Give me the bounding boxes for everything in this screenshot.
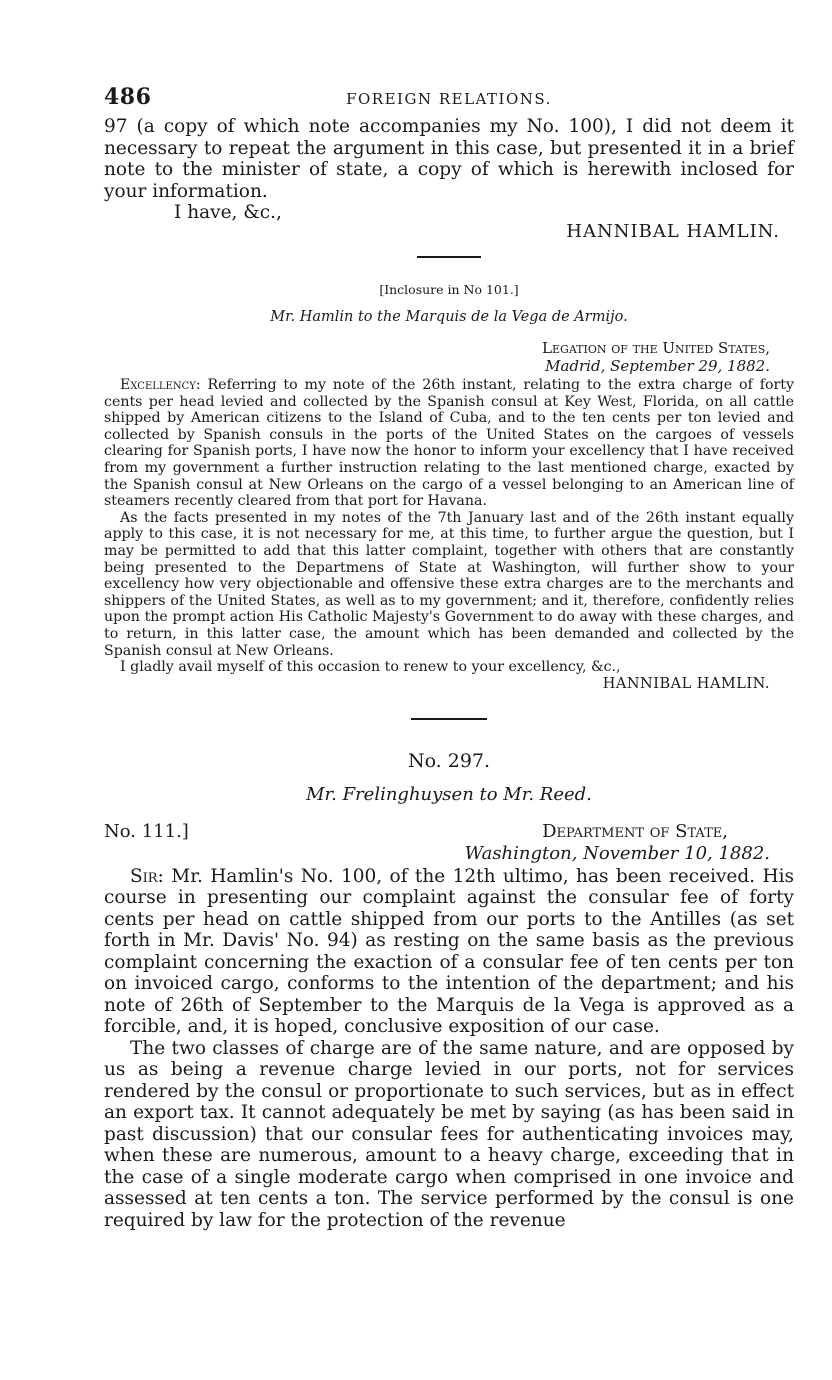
letter-place: Legation of the United States, bbox=[542, 339, 770, 357]
letter-date: Madrid, September 29, 1882. bbox=[545, 357, 770, 375]
section-rule bbox=[411, 718, 487, 720]
signature: HANNIBAL HAMLIN. bbox=[566, 221, 780, 242]
letter-paragraph-3: I gladly avail myself of this occasion to renew to your excellency, &c., bbox=[120, 659, 621, 676]
document-department: Department of State, bbox=[542, 820, 728, 842]
salutation: Excellency: bbox=[120, 377, 201, 393]
document-title: Mr. Frelinghuysen to Mr. Reed. bbox=[306, 783, 592, 805]
running-head: FOREIGN RELATIONS. bbox=[346, 90, 552, 108]
document-reference-row bbox=[104, 821, 794, 843]
letter-paragraph-1 bbox=[104, 377, 794, 510]
page bbox=[104, 84, 794, 1231]
continuation-paragraph: 97 (a copy of which note accompanies my No. 100), I did not deem it necessary to repeat the argument in this case, but presented it in a brief note to the minister of state, a copy of which is herewith inclosed for your information. bbox=[104, 116, 794, 202]
inclosure-signature: HANNIBAL HAMLIN. bbox=[602, 675, 770, 692]
document-paragraph-2: The two classes of charge are of the same nature, and are opposed by us as being a revenue charge levied in our ports, not for services rendered by the consul or proportionate to such services, but as in effect an export tax. It cannot adequately be met by saying (as has been said in past discussion) that our consular fees for authenticating invoices may, when these are numerous, amount to a heavy charge, exceeding that in the case of a single moderate cargo when comprised in one invoice and assessed at ten cents a ton. The service performed by the consul is one required by law for the protection of the revenue bbox=[104, 1037, 794, 1231]
letter-paragraph-2: As the facts presented in my notes of the 7th January last and of the 26th instant equally apply to this case, it is not necessary for me, at this time, to further argue the question, but I may be permitted to add that this latter complaint, together with others that are constantly being presented to the Departmens of State at Washington, will further show to your excellency how very objectionable and offensive these extra charges are to the merchants and shippers of the United States, as well as to my government; and it, therefore, confidently relies upon the prompt action His Catholic Majesty's Government to do away with these charges, and to return, in this latter case, the amount which has been demanded and collected by the Spanish consul at New Orleans. bbox=[104, 509, 794, 659]
document-number: No. 297. bbox=[407, 749, 491, 772]
document-paragraph-1 bbox=[104, 866, 794, 1038]
document-date: Washington, November 10, 1882. bbox=[464, 842, 770, 864]
salutation: Sir: bbox=[130, 865, 164, 887]
document-reference: No. 111.] bbox=[104, 820, 189, 842]
page-number: 486 bbox=[104, 84, 152, 110]
page-header bbox=[104, 84, 794, 114]
inclosure-label: [Inclosure in No 101.] bbox=[379, 282, 519, 297]
paragraph-text: Referring to my note of the 26th instant, relating to the extra charge of forty cents per head levied and collected by the Spanish consul at Key West, Florida, on all cattle shipped by American citizens to the Island of Cuba, and to the ten cents per ton levied and collected by Spanish consuls in the ports of the United States on the cargoes of vessels clearing for Spanish ports, I have now the honor to inform your excellency that I have received from my government a further instruction relating to the last mentioned charge, exacted by the Spanish consul at New Orleans on the cargo of a vessel belonging to an American line of steamers recently cleared from that port for Havana. bbox=[104, 377, 794, 510]
letter-title: Mr. Hamlin to the Marquis de la Vega de Armijo. bbox=[270, 309, 628, 325]
closing-line: I have, &c., bbox=[174, 202, 282, 223]
paragraph-text: Mr. Hamlin's No. 100, of the 12th ultimo, has been received. His course in presenting our complaint against the consular fee of forty cents per head on cattle shipped from our ports to the Antilles (as set forth in Mr. Davis' No. 94) as resting on the same basis as the previous complaint concerning the exaction of a consular fee of ten cents per ton on invoiced cargo, conforms to the intention of the department; and his note of 26th of September to the Marquis de la Vega is approved as a forcible, and, it is hoped, conclusive exposition of our case. bbox=[104, 865, 794, 1038]
section-rule bbox=[417, 256, 481, 258]
